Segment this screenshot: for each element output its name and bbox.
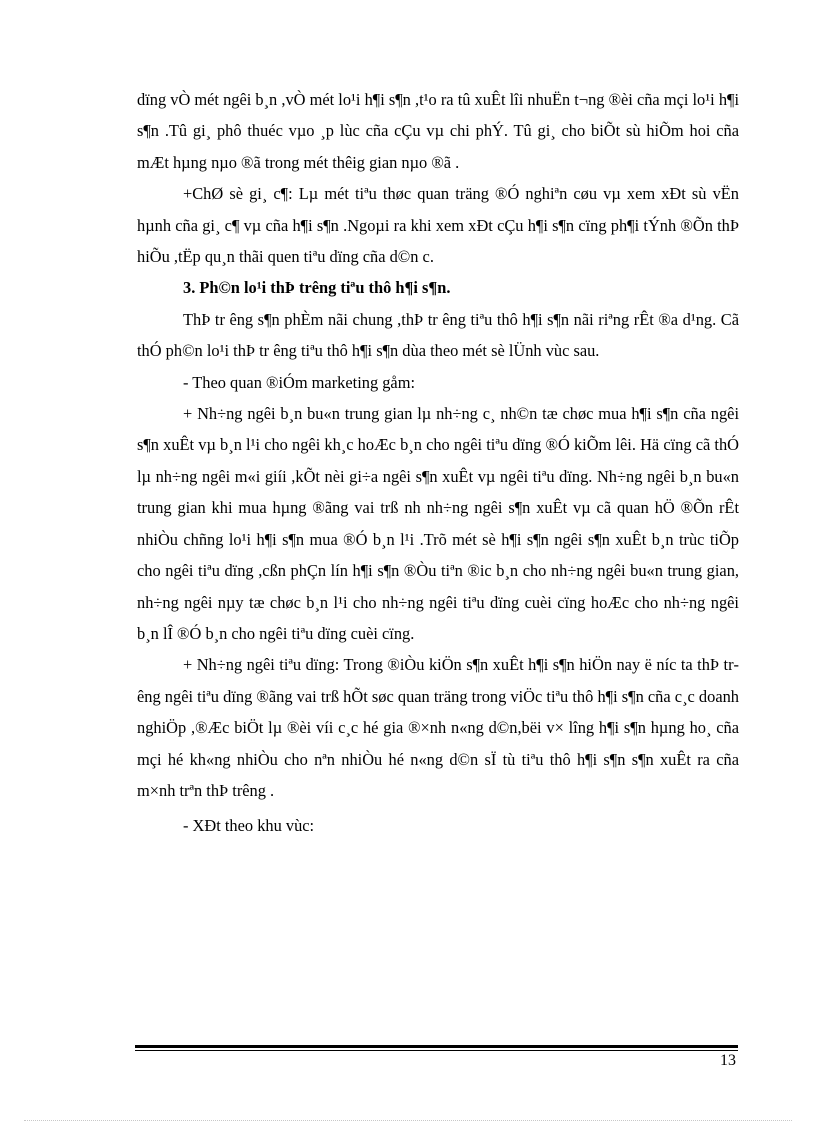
paragraph-1: dïng vÒ mét ngêi b¸n ,vÒ mét lo¹i h¶i s¶n ,t¹o ra tû xuÊt lîi nhuËn t¬ng ®èi cña mçi lo¹i h¶i s¶n .Tû gi¸ phô thuéc vµo ¸p lùc cña cÇu vµ chi phÝ. Tû gi¸ cho biÕt sù hiÕm hoi cña mÆt hµng nµo ®ã trong mét thêig gian nµo ®ã . bbox=[137, 90, 739, 172]
paragraph-3: ThÞ tr êng s¶n phÈm nãi chung ,thÞ tr êng tiªu thô h¶i s¶n nãi riªng rÊt ®a d¹ng. Cã thÓ ph©n lo¹i thÞ tr êng tiªu thô h¶i s¶n dùa theo mét sè lÜnh vùc sau. bbox=[137, 309, 739, 361]
paragraph-6: + Nh÷ng ngêi tiªu dïng: Trong ®iÒu kiÖn s¶n xuÊt h¶i s¶n hiÖn nay ë níc ta thÞ trêng ngêi tiªu dïng ®ãng vai trß hÕt søc quan träng trong viÖc tiªu thô h¶i s¶n cña c¸c doanh nghiÖp ,®Æc biÖt lµ ®èi víi c¸c hé gia ®×nh n«ng d©n,bëi v× lîng h¶i s¶n hµng ho¸ cña mçi hé kh«ng nhiÒu cho nªn nhiÒu hé n«ng d©n sÏ tù tiªu thô h¶i s¶n s¶n xuÊt ra cña m×nh trªn thÞ trêng . bbox=[137, 655, 739, 800]
paragraph-7: - XÐt theo khu vùc: bbox=[183, 816, 315, 836]
section-heading: 3. Ph©n lo¹i thÞ trêng tiªu thô h¶i s¶n. bbox=[183, 278, 451, 298]
body-text bbox=[137, 84, 739, 842]
paragraph-2: +ChØ sè gi¸ c¶: Lµ mét tiªu thøc quan träng ®Ó nghiªn cøu vµ xem xÐt sù vËn hµnh cña gi¸ c¶ vµ cña h¶i s¶n .Ngoµi ra khi xem xÐt cÇu h¶i s¶n cïng ph¶i tÝnh ®Õn thÞ hiÕu ,tËp qu¸n thãi quen tiªu dïng cña d©n c. bbox=[137, 184, 739, 267]
page-bottom-dotted-border bbox=[24, 1120, 792, 1121]
page-number: 13 bbox=[720, 1052, 736, 1069]
paragraph-4: - Theo quan ®iÓm marketing gåm: bbox=[183, 372, 416, 392]
paragraph-5: + Nh÷ng ngêi b¸n bu«n trung gian lµ nh÷ng c¸ nh©n tæ chøc mua h¶i s¶n cña ngêi s¶n xuÊt vµ b¸n l¹i cho ngêi kh¸c hoÆc b¸n cho ngêi tiªu dïng ®Ó kiÕm lêi. Hä cïng cã thÓ lµ nh÷ng ngêi m«i giíi ,kÕt nèi gi÷a ngêi s¶n xuÊt vµ ngêi tiªu dïng. Nh÷ng ngêi b¸n bu«n trung gian khi mua hµng ®ãng vai trß nh nh÷ng ngêi s¶n xuÊt vµ cã quan hÖ ®Õn rÊt nhiÒu chñng lo¹i h¶i s¶n mua ®Ó b¸n l¹i .Trõ mét sè h¶i s¶n ngêi s¶n xuÊt b¸n trùc tiÕp cho ngêi tiªu dïng ,cßn phÇn lín h¶i s¶n ®Òu tiªn ®ic b¸n cho nh÷ng ngêi bu«n trung gian, nh÷ng ngêi nµy tæ chøc b¸n l¹i cho nh÷ng ngêi tiªu dïng cuèi cïng hoÆc cho nh÷ng ngêi b¸n lÎ ®Ó b¸n cho ngêi tiªu dïng cuèi cïng. bbox=[137, 404, 739, 643]
footer-rule-thick bbox=[135, 1045, 738, 1048]
footer-rule-thin bbox=[135, 1050, 738, 1051]
